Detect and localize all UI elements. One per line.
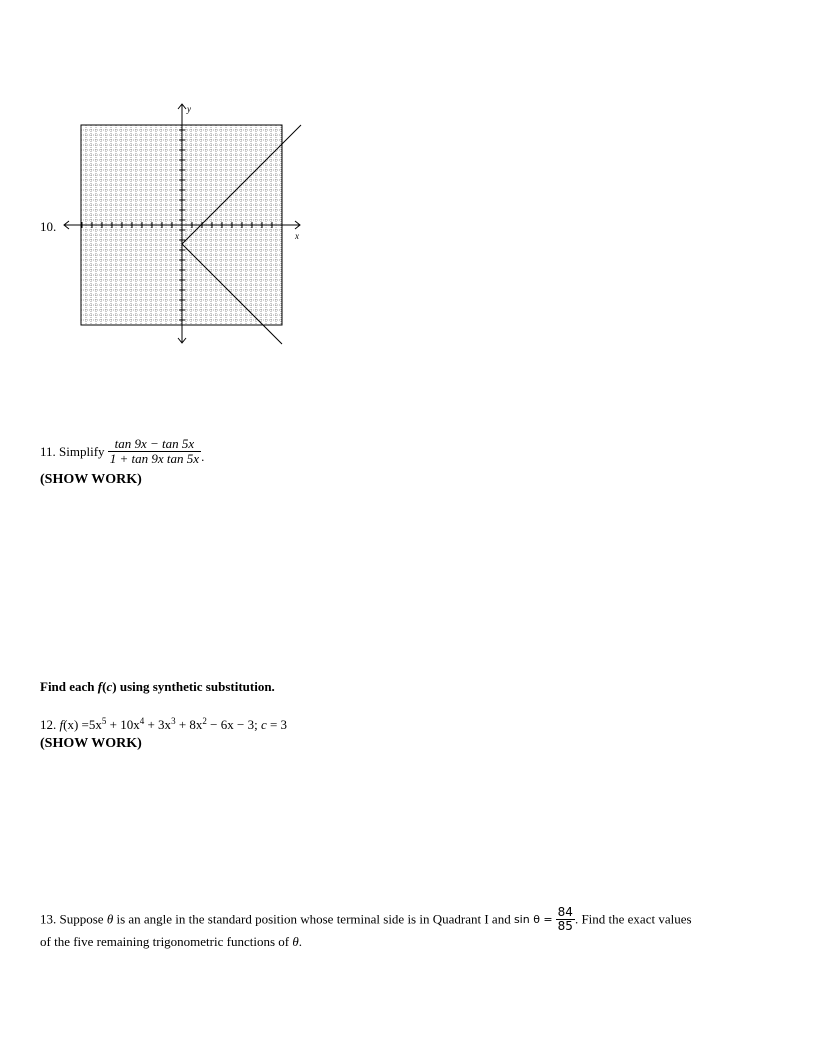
q11-numerator: tan 9x − tan 5x — [108, 437, 201, 452]
q12-show-work: (SHOW WORK) — [40, 736, 142, 751]
q13-frac-num: 84 — [557, 905, 573, 919]
q12-term2: + 10x — [106, 717, 140, 732]
section-heading-f: f — [97, 679, 103, 694]
q10-number: 10. — [40, 219, 57, 234]
q13-fraction — [556, 906, 575, 933]
q11-prompt — [40, 437, 204, 467]
q11-denominator: 1 + tan 9x tan 5x — [109, 451, 200, 467]
q12-f: f — [59, 717, 64, 732]
section-heading-paren: ( — [102, 679, 107, 694]
q11-suffix: . — [201, 448, 205, 464]
q13-theta-2: θ — [292, 934, 299, 949]
q12-term3: + 3x — [144, 717, 172, 732]
section-heading-part1: Find each — [40, 679, 98, 694]
q10-graph — [0, 0, 816, 360]
graph-line-lower — [182, 244, 282, 344]
q12-exp4: 2 — [202, 716, 207, 726]
q13-sin-label: sin θ = — [513, 913, 553, 927]
q12-prompt — [40, 717, 287, 733]
section-heading-part2: ) using synthetic substitution. — [112, 679, 275, 694]
section-heading — [40, 679, 275, 695]
q13-theta: θ — [106, 911, 114, 927]
q12-term6: = 3 — [266, 717, 288, 732]
q13-text2: is an angle in the standard position whose terminal side is in Quadrant I and — [113, 911, 514, 927]
x-axis-label: x — [295, 231, 299, 241]
q12-term5: − 6x − 3; — [206, 717, 261, 732]
q13-line2 — [40, 934, 302, 950]
q12-exp3: 3 — [171, 716, 176, 726]
q13-text1: 13. Suppose — [40, 911, 107, 927]
section-heading-c: c — [106, 679, 113, 694]
y-axis-label: y — [187, 104, 191, 114]
q12-term4: + 8x — [175, 717, 203, 732]
q11-prefix: 11. Simplify — [40, 443, 105, 459]
q13-text5: . — [298, 934, 302, 949]
q13-frac-den: 85 — [557, 919, 573, 934]
q12-prefix: 12. — [40, 717, 60, 732]
q12-exp2: 4 — [139, 716, 145, 726]
q12-exp1: 5 — [101, 716, 107, 726]
q13-line1 — [40, 906, 692, 933]
q12-term1: (x) =5x — [63, 717, 102, 732]
q13-text3: . Find the exact values — [574, 911, 692, 927]
q11-show-work: (SHOW WORK) — [40, 472, 142, 487]
q12-c: c — [260, 717, 267, 732]
q13-text4: of the five remaining trigonometric functions of — [40, 934, 293, 949]
q11-fraction — [108, 437, 201, 467]
